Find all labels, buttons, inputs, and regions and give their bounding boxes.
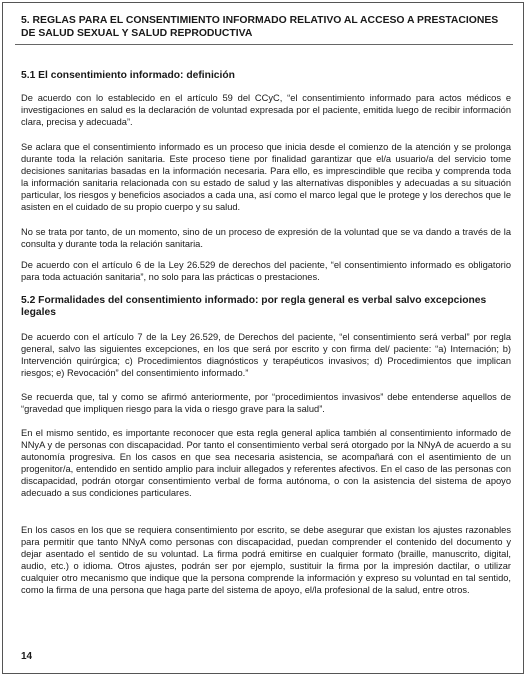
paragraph-5-1-4: De acuerdo con el artículo 6 de la Ley 26.529 de derechos del paciente, “el consentimiento informado es obligatorio para toda actuación sanitaria”, no solo para las prácticas o prestaciones. (21, 260, 511, 283)
paragraph-5-2-3: En el mismo sentido, es importante reconocer que esta regla general aplica también al consentimiento informado de NNyA y de personas con discapacidad. Por tanto el consentimiento verbal será otorgado por la NNyA de acuerdo a su autonomía progresiva. En los casos en que sea necesaria asistencia, se acompañará con el asentimiento de un progenitor/a, entendido en sentido amplio para incluir allegados y referentes afectivos. En el caso de las personas con discapacidad, podrán otorgar consentimiento verbal de forma autónoma, o con la asistencia del sistema de apoyo adecuado a sus condiciones particulares. (21, 428, 511, 499)
section-heading: 5. REGLAS PARA EL CONSENTIMIENTO INFORMADO RELATIVO AL ACCESO A PRESTACIONES DE SALUD SEXUAL Y SALUD REPRODUCTIVA (21, 15, 499, 39)
paragraph-5-1-1: De acuerdo con lo establecido en el artículo 59 del CCyC, “el consentimiento informado para actos médicos e investigaciones en salud es la declaración de voluntad expresada por el paciente, emitida luego de recibir información clara, precisa y adecuada”. (21, 93, 511, 128)
paragraph-5-2-4: En los casos en los que se requiera consentimiento por escrito, se debe asegurar que existan los ajustes razonables para permitir que tanto NNyA como personas con discapacidad, puedan comprender el contenido del documento y dejar asentado el sentido de su voluntad. La firma podrá emitirse en cualquier formato (braille, manuscrito, digital, audio, etc.) o idioma. Otros ajustes, podrán ser por ejemplo, sustituir la firma por la impresión dactilar, o utilizar cualquier otro mecanismo que indique que la persona comprende la información y expreso su voluntad en tal sentido, como la firma de una persona que haga parte del sistema de apoyo, el/la profesional de la salud, entre otros. (21, 525, 511, 596)
subsection-title-5-2: 5.2 Formalidades del consentimiento informado: por regla general es verbal salvo excepciones legales (21, 295, 487, 318)
page-number: 14 (21, 651, 33, 662)
paragraph-5-1-3: No se trata por tanto, de un momento, sino de un proceso de expresión de la voluntad que se va dando a través de la consulta y durante toda la relación sanitaria. (21, 227, 511, 250)
paragraph-5-2-2: Se recuerda que, tal y como se afirmó anteriormente, por “procedimientos invasivos” debe entenderse aquellos de “gravedad que impliquen riesgo para la vida o riesgo grave para la salud”. (21, 392, 511, 415)
subsection-title-5-1: 5.1 El consentimiento informado: definición (21, 70, 235, 81)
document-page (2, 2, 524, 674)
heading-divider (15, 44, 513, 45)
paragraph-5-2-1: De acuerdo con el artículo 7 de la Ley 26.529, de Derechos del paciente, “el consentimiento será verbal” por regla general, salvo las siguientes excepciones, en los que será por escrito y con firma del/ paciente: “a) Internación; b) Intervención quirúrgica; c) Procedimientos diagnósticos y terapéuticos invasivos; d) Procedimientos que implican riesgos; e) Revocación” del consentimiento informado.” (21, 332, 511, 379)
paragraph-5-1-2: Se aclara que el consentimiento informado es un proceso que inicia desde el comienzo de la atención y se prolonga durante toda la relación sanitaria. Este proceso tiene por finalidad garantizar que el/a usuario/a del servicio tome decisiones sanitarias basadas en la información necesaria. Para ello, es imprescindible que reciba y comprenda toda la información sanitaria relacionada con su estado de salud y las alternativas disponibles y adecuadas a su situación particular, los riesgos y beneficios asociados a cada una, así como el marco legal que le protege y los derechos que le asisten en el cuidado de su propio cuerpo y su salud. (21, 142, 511, 213)
